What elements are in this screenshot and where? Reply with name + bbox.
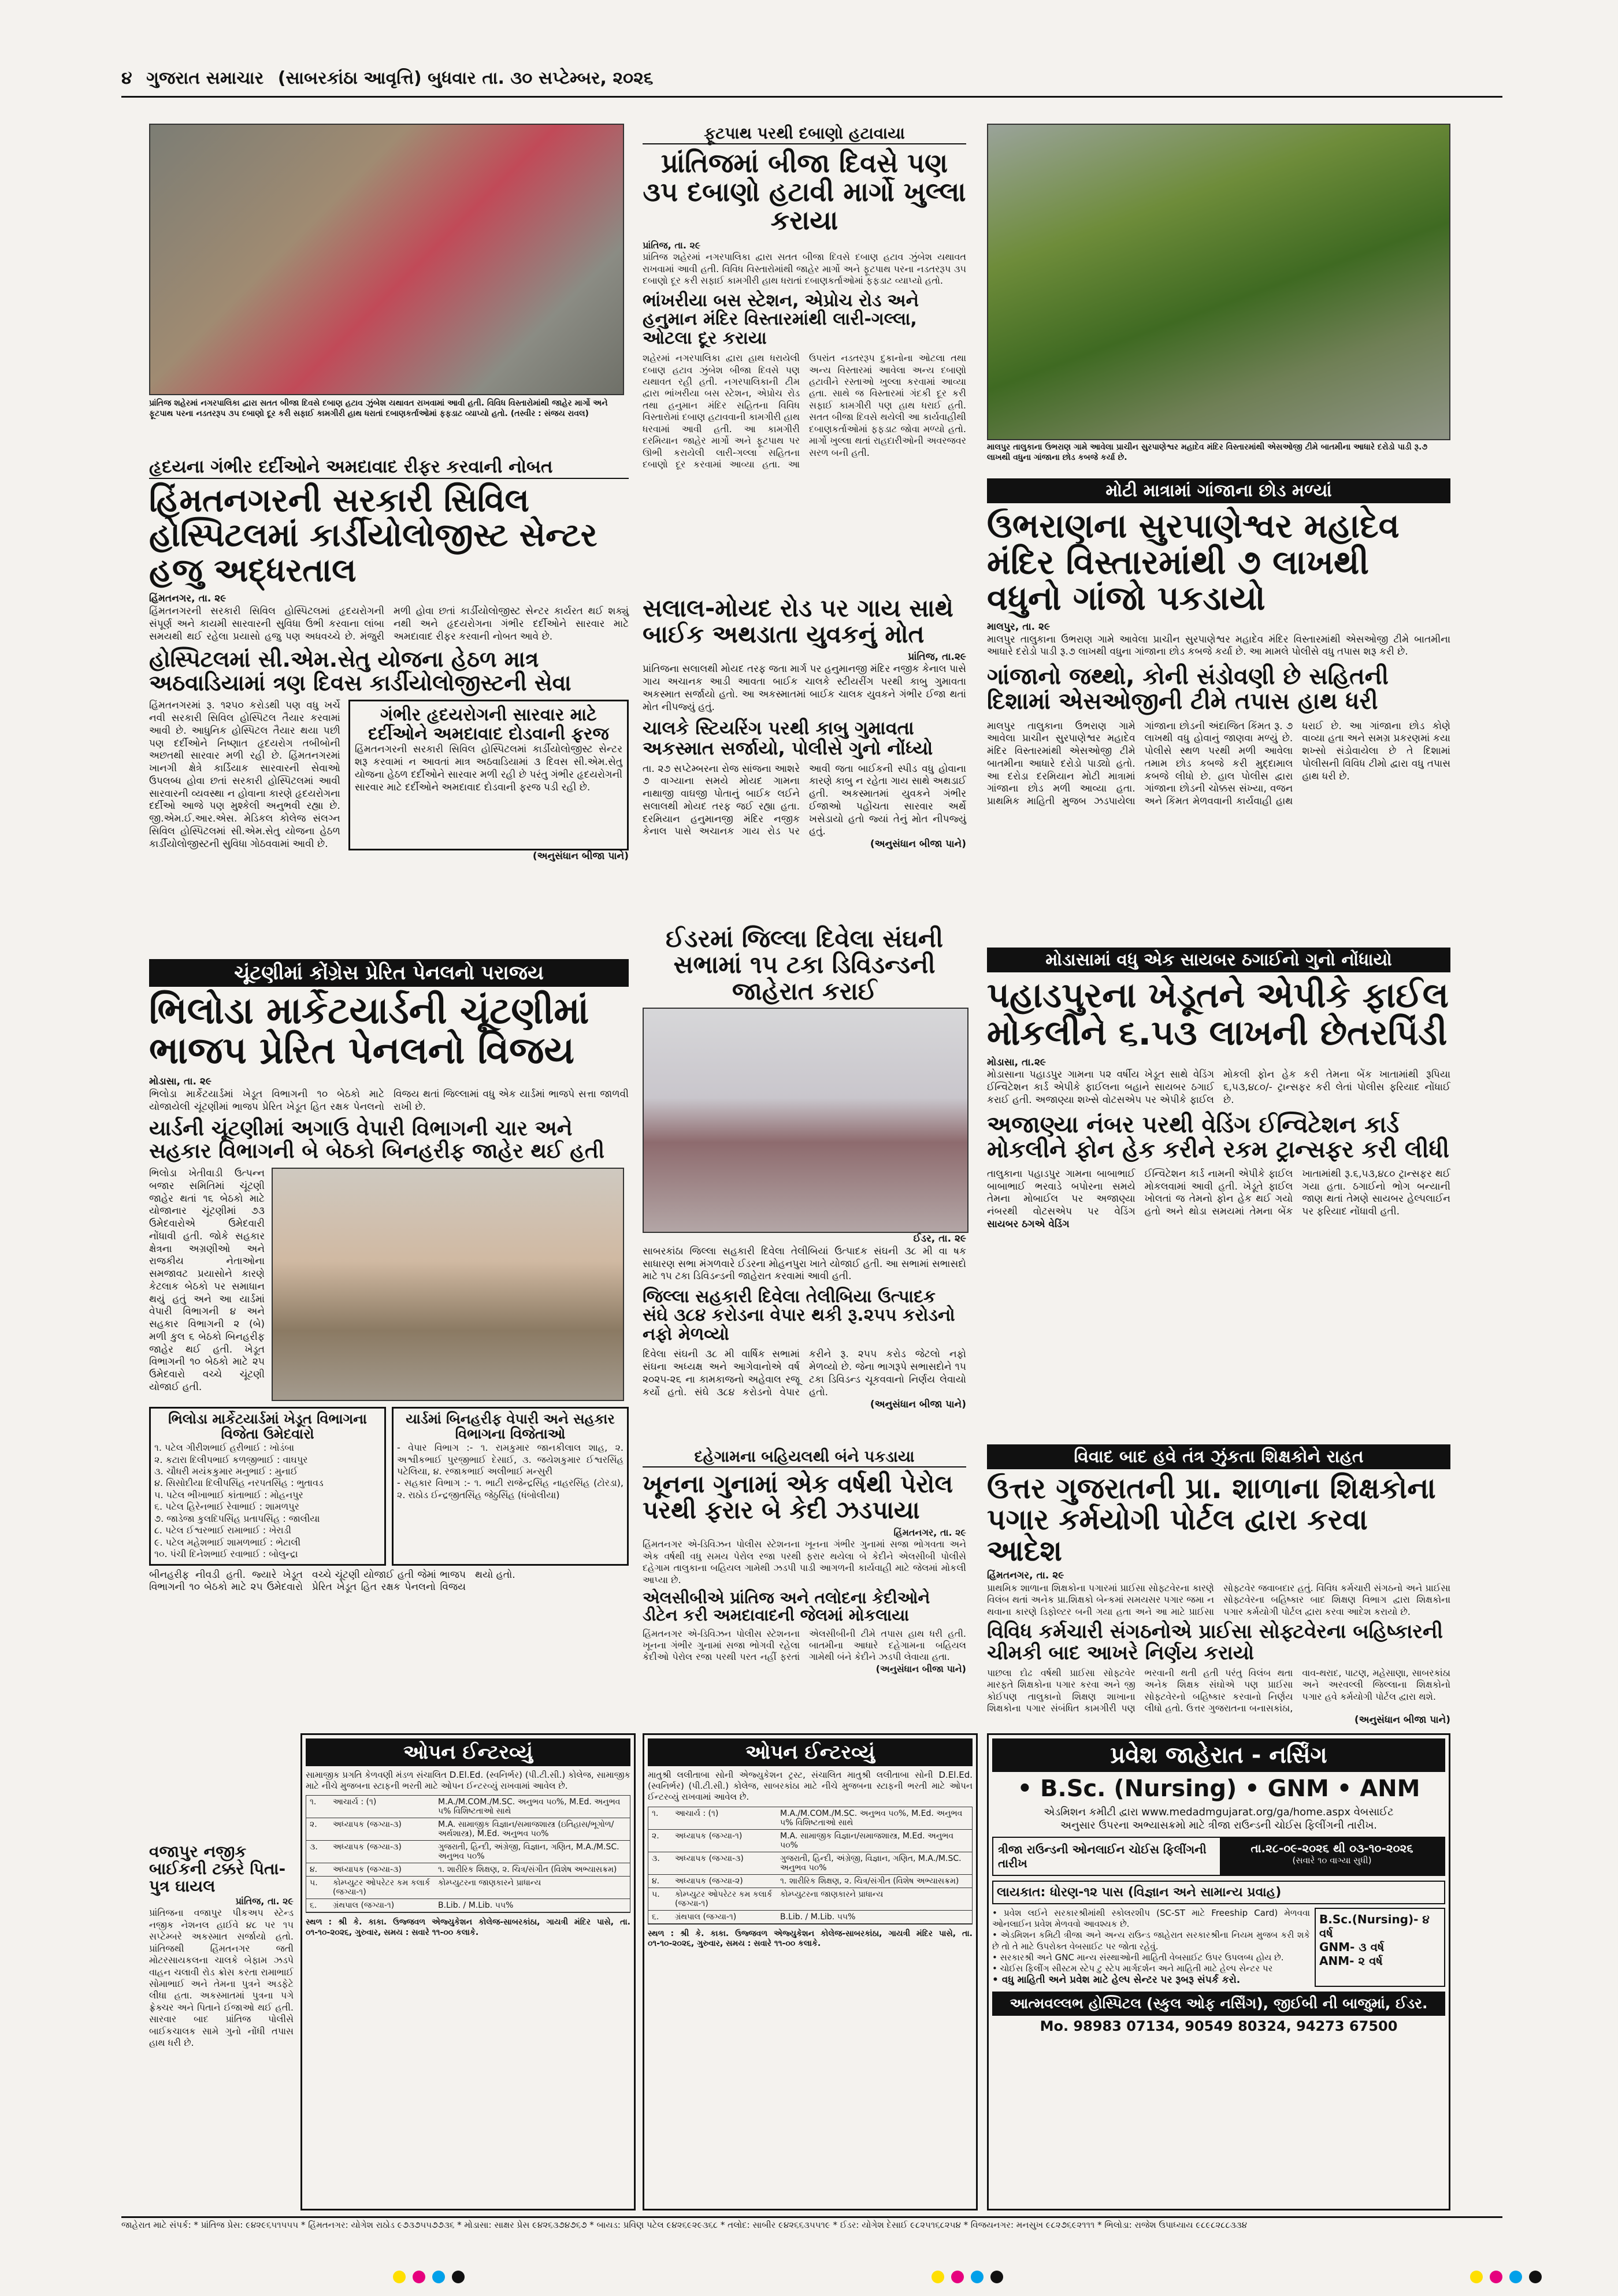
page-masthead	[121, 68, 1502, 92]
story-body-2: હિંમતનગર એ-ડિવિઝન પોલીસ સ્ટેશનના ખૂનના ગંભીર ગુનામાં સજા ભોગવી રહેલા કેદીઓ પેરોલ રજા પરથી પરત નહીં ફરતાં એલસીબીની ટીમે તપાસ હાથ ધરી હતી. બાતમીના આધારે દહેગામના બહિયલ ગામેથી બંને કેદીને ઝડપી લેવાયા હતા.	[643, 1628, 966, 1663]
story-body-3: બીનહરીફ નીવડી હતી. જ્યારે ખેડૂત વિભાગની ૧૦ બેઠકો માટે ૨૫ ઉમેદવારો વચ્ચે ચૂંટણી યોજાઈ હતી જેમાં ભાજપ પ્રેરિત ખેડૂત હિત રક્ષક પેનલનો વિજય થયો હતો.	[149, 1569, 515, 1593]
duration-item: ANM- ૨ વર્ષ	[1319, 1954, 1383, 1968]
story-headline: ખૂનના ગુનામાં એક વર્ષથી પેરોલ પરથી ફરાર બે કેદી ઝડપાયા	[643, 1470, 953, 1525]
course-durations	[1315, 1908, 1445, 1987]
story-headline: પ્રાંતિજમાં બીજા દિવસે પણ ૩૫ દબાણો હટાવી માર્ગો ખુલ્લા કરાયા	[643, 147, 966, 236]
ad-table	[648, 1807, 973, 1925]
yellow-dot-icon	[1470, 2271, 1483, 2283]
story-headline: હિંમતનગરની સરકારી સિવિલ હોસ્પિટલમાં કાર્ડીયોલોજીસ્ટ સેન્ટર હજુ અદ્ધરતાલ	[149, 482, 598, 589]
ad-intro: સામાજીક પ્રગતિ કેળવણી મંડળ સંચાલિત D.El.Ed. (સ્વનિર્ભર) (પી.ટી.સી.) કોલેજ, સામાજીક માટે નીચે મુજબના સ્ટાફની ભરતી માટે ઓપન ઈન્ટરવ્યું રાખવામાં આવેલ છે.	[306, 1770, 630, 1792]
ad-line: એડમિશન કમીટી દ્વારા www.medadmgujarat.org/ga/home.aspx વેબસાઈટ	[1044, 1806, 1394, 1818]
story-headline: ઈડરમાં જિલ્લા દિવેલા સંઘની સભામાં ૧૫ ટકા ડિવિડન્ડની જાહેરાત કરાઈ	[665, 924, 944, 1005]
caption-text: પ્રાંતિજ શહેરમાં નગરપાલિકા દ્વારા સતત બીજા દિવસે દબાણ હટાવ ઝુંબેશ યથાવત રાખવામાં આવી હતી. વિવિધ વિસ્તારોમાંથી જાહેર માર્ગો અને ફૂટપાથ પરના નડતરરૂપ ૩૫ દબાણો દૂર કરી સફાઈ કામગીરી હાથ ધરાતાં દબાણકર્તાઓમાં ફફડાટ વ્યાપ્યો હતો.	[149, 399, 608, 418]
ad-row	[648, 1807, 972, 1830]
story-kicker: વિવાદ બાદ હવે તંત્ર ઝુંકતા શિક્ષકોને રાહત	[987, 1444, 1450, 1469]
story-headline: સલાલ-મોયદ રોડ પર ગાય સાથે બાઈક અથડાતા યુવકનું મોત	[643, 594, 953, 649]
footer-rule	[121, 2216, 1502, 2218]
cyan-dot-icon	[432, 2271, 445, 2283]
ad-cell: ૧. શારીરિક શિક્ષણ, ૨. ચિત્ર/સંગીત (વિશેષ અભ્યાસક્રમ)	[780, 1876, 959, 1886]
ad-cell: ૫.	[652, 1889, 660, 1899]
election-story	[149, 959, 629, 1723]
story-body: પ્રાંતિજના સલાલથી મોયદ તરફ જતા માર્ગ પર હનુમાનજી મંદિર નજીક કેનાલ પાસે ગાય અચાનક આડી આવતા બાઈક ચાલકે સ્ટીયરીંગ પરથી કાબુ ગુમાવતા અકસ્માત સર્જાયો હતો. આ અકસ્માતમાં બાઈક ચાલક યુવકને ગંભીર ઈજા થતાં મોત નીપજ્યું હતું.	[643, 663, 966, 713]
winners-title: ભિલોડા માર્કેટયાર્ડમાં ખેડૂત વિભાગના વિજેતા ઉમેદવારો	[168, 1411, 367, 1443]
ganja-photo	[987, 124, 1450, 440]
black-dot-icon	[990, 2271, 1003, 2283]
ad-cell: ૧.	[310, 1797, 317, 1807]
story-subhead: અજાણ્યા નંબર પરથી વેડિંગ ઈન્વિટેશન કાર્ડ મોકલીને ફોન હેક કરીને રકમ ટ્રાન્સફર કરી લીધી	[987, 1111, 1450, 1163]
ganja-story	[987, 478, 1450, 941]
story-headline: ભિલોડા માર્કેટયાર્ડની ચૂંટણીમાં ભાજપ પ્રેરિત પેનલનો વિજય	[149, 990, 589, 1073]
ad-point: • એડમિશન કમિટી ત્રીજા અને અન્ય રાઉન્ડ જાહેરાત સરકારશ્રીના નિયમ મુજબ કરી શકે છે તો તે માટે ઉપરોક્ત વેબસાઈટ પર જોતા રહેવું.	[992, 1930, 1310, 1952]
story-subhead: યાર્ડની ચૂંટણીમાં અગાઉ વેપારી વિભાગની ચાર અને સહકાર વિભાગની બે બેઠકો બિનહરીફ જાહેર થઈ હતી	[149, 1117, 605, 1164]
story-body-2: હિંમતનગરમાં રૂ. ૧૨૫૦ કરોડથી પણ વધુ ખર્ચે નવી સરકારી સિવિલ હોસ્પિટલ તૈયાર કરવામાં આવી છે. આધુનિક હોસ્પિટલ તૈયાર થયા પછી પણ દર્દીઓને નિષ્ણાત હૃદયરોગ તબીબોની અછતથી સારવાર મળી રહી છે. હિંમતનગરમાં ખાનગી ક્ષેત્રે કાર્ડિયાક સારવારની સેવાઓ ઉપલબ્ધ હોવા છતાં સરકારી હોસ્પિટલમાં આવી સારવારની વ્યવસ્થા ન હોવાના કારણે હૃદયરોગના દર્દીઓ આજે પણ મુશ્કેલી અનુભવી રહ્યા છે. જી.એમ.ઈ.આર.એસ. મેડિકલ કોલેજ સંલગ્ન સિવિલ હોસ્પિટલમાં સી.એમ.સેતુ યોજના હેઠળ કાર્ડીયોલોજીસ્ટની સુવિધા ગોઠવવામાં આવી છે.	[149, 700, 340, 850]
story-subhead: ગાંજાનો જથ્થો, કોની સંડોવણી છે સહિતની દિશામાં એસઓજીની ટીમે તપાસ હાથ ધરી	[987, 663, 1389, 715]
story-kicker: દહેગામના બહિયલથી બંને પકડાયા	[643, 1448, 966, 1467]
ad-row	[306, 1863, 630, 1877]
ad-row	[648, 1830, 972, 1852]
winner-item: ૩. ચૌધરી મયંકકુમાર મનુભાઈ : મુનાઈ	[154, 1465, 298, 1477]
ad-intro: માતુશ્રી લલીતાબા સોની એજ્યુકેશન ટ્રસ્ટ, સંચાલિત માતુશ્રી લલીતાબા સોની D.El.Ed. (સ્વનિર્ભર) (પી.ટી.સી.) કોલેજ, સાબરકાંઠા માટે નીચે મુજબના સ્ટાફની ભરતી માટે ઓપન ઈન્ટરવ્યું રાખવામાં આવેલ છે.	[648, 1770, 973, 1803]
ad-cell: કોમ્પ્યુટરના જાણકારને પ્રાધાન્ય	[438, 1878, 541, 1888]
story-kicker: હૃદયના ગંભીર દર્દીઓને અમદાવાદ રીફર કરવાની નોબત	[149, 456, 629, 479]
page-number: ૪	[121, 68, 132, 88]
continued-note: (અનુસંધાન બીજા પાને)	[870, 838, 966, 850]
ad-point: • વધુ માહિતી અને પ્રવેશ માટે હેલ્પ સેન્ટર પર રૂબરૂ સંપર્ક કરો.	[992, 1974, 1241, 1986]
story-dateline: હિંમતનગર, તા. ૨૯	[987, 1570, 1064, 1581]
story-body: હિંમતનગર એ-ડિવિઝન પોલીસ સ્ટેશનના ખૂનના ગંભીર ગુનામાં સજા ભોગવતા અને એક વર્ષથી વધુ સમય પેરોલ રજા પરથી ફરાર થયેલા બે કેદીને એલસીબી પોલીસે દહેગામ તાલુકાના બહિયલ ગામેથી ઝડપી પાડી આગળની કાર્યવાહી માટે જેલમાં મોકલી આપ્યા છે.	[643, 1539, 966, 1585]
story-subhead: ભાંખરીયા બસ સ્ટેશન, એપ્રોચ રોડ અને હનુમાન મંદિર વિસ્તારમાંથી લારી-ગલ્લા, ઓટલા દૂર કરાયા	[643, 290, 919, 348]
ad-cell: B.Lib. / M.Lib. ૫૫%	[438, 1901, 514, 1911]
ad-cell: અધ્યાપક (જગ્યા-૩)	[333, 1842, 402, 1852]
ad-cell: અધ્યાપક (જગ્યા-૩)	[333, 1820, 402, 1830]
round-dates-box	[1220, 1838, 1444, 1875]
ad-cell: કોમ્પ્યુટર ઓપરેટર કમ કલાર્ક (જગ્યા-૧)	[675, 1889, 773, 1908]
cyan-dot-icon	[971, 2271, 984, 2283]
winner-item: ૪. સિસોદીયા દિલીપસિંહ નરપતસિંહ : ભુતાવડ	[154, 1477, 324, 1489]
winner-item: ૯. પટેલ મહેશભાઈ શામળભાઈ : ભેટાલી	[154, 1536, 301, 1548]
ad-cell: અધ્યાપક (જગ્યા-૩)	[333, 1865, 402, 1875]
winner-item: ૧૦. પંચી દિનેશભાઈ રવાભાઈ : બોલુન્દ્રા	[154, 1548, 298, 1560]
ad-table	[306, 1795, 630, 1913]
ad-cell: આચાર્ય : (૧)	[333, 1797, 377, 1807]
ad-cell: M.A. સામાજીક વિજ્ઞાન/સમાજશાસ્ત્ર, M.Ed. અનુભવ ૫૦%	[780, 1831, 954, 1850]
ad-row	[648, 1852, 972, 1875]
ad-point: • પ્રવેશ લઈને સરકારશ્રીમાંથી સ્કોલરશીપ (SC-ST માટે Freeship Card) મેળવવા ઓનલાઈન પ્રવેશ મેળવવો આવશ્યક છે.	[992, 1908, 1310, 1930]
story-subhead: હોસ્પિટલમાં સી.એમ.સેતુ યોજના હેઠળ માત્ર અઠવાડિયામાં ત્રણ દિવસ કાર્ડીયોલોજીસ્ટની સેવા	[149, 647, 572, 696]
ad-line: અનુસાર ઉપરના અભ્યાસક્રમો માટે ત્રીજા રાઉન્ડની ચોઈસ ફિલીંગની તારીખ.	[1060, 1819, 1377, 1832]
story-dateline: ઈડર, તા. ૨૯	[913, 1233, 966, 1245]
story-body-2: દિવેલા સંઘની ૩૮ મી વાર્ષિક સભામાં સંઘના અધ્યક્ષ અને આગેવાનોએ વર્ષ ૨૦૨૫-૨૬ ના કામકાજનો અહેવાલ રજૂ કર્યો હતો. સંઘે ૩૮૪ કરોડનો વેપાર કરીને રૂ. ૨૫૫ કરોડ જેટલો નફો મેળવ્યો છે. જેના ભાગરૂપે સભાસદોને ૧૫ ટકા ડિવિડન્ડ ચૂકવવાનો નિર્ણય લેવાયો હતો.	[643, 1348, 966, 1398]
footer-contacts: જાહેરાત માટે સંપર્ક: * પ્રાંતિજ પ્રેસ: ૯૪૨૯૬૫૧૫૫૫ * હિંમતનગર: યોગેશ રાઠોડ ૯૭૩૭૫૫૭૭૩૬ * મોડાસા: સાક્ષર પ્રેસ ૯૪૨૬૩૭૪૭૬૭ * બાયડ: પ્રવિણ પટેલ ૯૪૨૬૯૨૯૩૬૮ * તલોદ: સાબીર ૯૪૨૬૬૩૫૫૧૯ * ઈડર: યોગેશ દેસાઈ ૯૮૨૫૧૬૮૨૫૪ * વિજયનગર: મનસુખ ૯૮૨૭૬૯૨૧૧૧ * ભિલોડા: રાજેશ ઉપાધ્યાય ૯૮૯૮૨૮૮૩૩૪	[121, 2220, 1248, 2230]
round-dates: તા.૨૮-૦૯-૨૦૨૬ થી ૦૩-૧૦-૨૦૨૬	[1250, 1841, 1413, 1856]
ad-cell: ૬.	[652, 1912, 659, 1922]
story-footnote: સાયબર ઠગએ વેડિંગ	[987, 1218, 1070, 1230]
ad-cell: M.A./M.COM./M.SC. અનુભવ ૫૦%, M.Ed. અનુભવ ૫% વિશિષ્ટતાઓ સાથે	[438, 1797, 621, 1816]
story-subhead: ચાલકે સ્ટિયરિંગ પરથી કાબુ ગુમાવતા અકસ્માત સર્જાયો, પોલીસે ગુનો નોંધ્યો	[643, 717, 933, 760]
ad-cell: M.A. સામાજીક વિજ્ઞાન/સમાજશાસ્ત્ર (ઇતિહાસ/ભૂગોળ/અર્થશાસ્ત્ર), M.Ed. અનુભવ ૫૦%	[438, 1820, 614, 1839]
story-subhead: એલસીબીએ પ્રાંતિજ અને તલોદના કેદીઓને ડીટેન કરી અમદાવાદની જેલમાં મોકલાયા	[643, 1588, 930, 1625]
winner-item: ૮. પટેલ ઈશ્વરભાઈ રામાભાઈ : ખેરાડી	[154, 1525, 291, 1536]
ad-footer: સ્થળ : શ્રી કે. કાકા. ઉજ્જવળ એજ્યુકેશન કોલેજ-સાબરકાંઠા, ગાયત્રી મંદિર પાસે, તા. ૦૧-૧૦-૨૦૨૬, ગુરુવાર, સમય : સવારે ૧૧-૦૦ કલાકે.	[306, 1918, 630, 1938]
story-body-2: શહેરમાં નગરપાલિકા દ્વારા હાથ ધરાયેલી દબાણ હટાવ ઝુંબેશ બીજા દિવસે પણ યથાવત રહી હતી. નગરપાલિકાની ટીમ દ્વારા ભાંખરીયા બસ સ્ટેશન, એપ્રોચ રોડ તથા હનુમાન મંદિર સહિતના વિવિધ વિસ્તારોમાં દબાણ હટાવવાની કામગીરી હાથ ધરવામાં આવી હતી. આ કામગીરી દરમિયાન જાહેર માર્ગો અને ફૂટપાથ પર ઊભી કરાયેલી લારી-ગલ્લા સહિતના દબાણો દૂર કરવામાં આવ્યા હતા. આ ઉપરાંત નડતરરૂપ દુકાનોના ઓટલા તથા અન્ય વિસ્તારમાં આવેલા અન્ય દબાણો હટાવીને રસ્તાઓ ખુલ્લા કરવામાં આવ્યા હતા. સાથે જ વિસ્તારમાં ગંદકી દૂર કરી સફાઈ કામગીરી પણ હાથ ધરાઈ હતી. સતત બીજા દિવસે થયેલી આ કાર્યવાહીથી દબાણકર્તાઓમાં ફફડાટ જોવા મળ્યો હતો. માર્ગો ખુલ્લા થતાં રાહદારીઓની અવરજવર સરળ બની હતી.	[643, 352, 966, 470]
continued-note: (અનુસંધાન બીજા પાને)	[532, 850, 629, 863]
ad-row	[306, 1899, 630, 1912]
ad-points	[992, 1908, 1310, 1987]
ad-row	[306, 1877, 630, 1899]
ad-title: ઓપન ઈન્ટરવ્યું	[648, 1738, 973, 1766]
ad-title: ઓપન ઈન્ટરવ્યું	[306, 1738, 630, 1766]
story-subhead: વિવિધ કર્મચારી સંગઠનોએ પ્રાઈસા સોફ્ટવેરના બહિષ્કારની ચીમકી બાદ આખરે નિર્ણય કરાયો	[987, 1620, 1443, 1665]
color-bar	[932, 2271, 1010, 2288]
ad-cell: ૩.	[310, 1842, 318, 1852]
box-body: હિંમતનગરની સરકારી સિવિલ હોસ્પિટલમાં કાર્ડીયોલોજીસ્ટ સેન્ટર શરૂ કરવામાં ન આવતાં માત્ર અઠવાડિયામાં ૩ દિવસ સી.એમ.સેતુ યોજના હેઠળ દર્દીઓને સારવાર મળી રહી છે પરંતુ ગંભીર હૃદયરોગની સારવાર માટે દર્દીઓને અમદાવાદ દોડવાની ફરજ પડી રહી છે.	[354, 744, 622, 793]
unopposed-title: યાર્ડમાં બિનહરીફ વેપારી અને સહકાર વિભાગના વિજેતાઓ	[406, 1411, 615, 1443]
ad-row	[306, 1841, 630, 1863]
print-registration-marks	[393, 2271, 1549, 2288]
story-headline: વજાપુર નજીક બાઈકની ટક્કરે પિતા-પુત્ર ઘાયલ	[149, 1842, 286, 1896]
winners-box	[149, 1407, 386, 1566]
story-body-2: તાલુકાના પહાડપુર ગામના બાબાભાઈ બાબાભાઈ ભરવાડે બપોરના સમયે તેમના મોબાઈલ પર અજાણ્યા નંબરથી વોટસએપ પર વેડિંગ ઈન્વિટેશન કાર્ડ નામની એપીકે ફાઈલ મોકલવામાં આવી હતી. ખેડૂતે ફાઈલ ખોલતાં જ તેમનો ફોન હેક થઈ ગયો હતો અને થોડા સમયમાં તેમના બેંક ખાતામાંથી રૂ.૬,૫૩,૪૮૦ ટ્રાન્સફર થઈ ગયા હતા. ઠગાઈનો ભોગ બન્યાની જાણ થતાં તેમણે સાયબર હેલ્પલાઈન પર ફરિયાદ નોંધાવી હતી.	[987, 1168, 1450, 1218]
story-dateline: પ્રાંતિજ, તા.૨૯	[908, 651, 966, 663]
parole-story	[643, 1448, 966, 1723]
story-dateline: હિંમતનગર, તા. ૨૯	[149, 593, 227, 605]
institute-name: આત્મવલ્લભ હોસ્પિટલ (સ્કુલ ઓફ નર્સિંગ), જીઈબી ની બાજુમાં, ઈડર.	[992, 1992, 1445, 2016]
dividend-photo	[643, 1008, 968, 1233]
magenta-dot-icon	[951, 2271, 964, 2283]
ad-cell: ૫.	[310, 1878, 318, 1888]
story-body: મોડાસાના પહાડપુર ગામના ૫૨ વર્ષીય ખેડૂત સાથે વેડિંગ ઈન્વિટેશન કાર્ડ એપીકે ફાઈલના બહાને સાયબર ઠગાઈ કરાઈ હતી. અજાણ્યા શખ્સે વોટસએપ પર એપીકે ફાઈલ મોકલી ફોન હેક કરી તેમના બેંક ખાતામાંથી રૂપિયા ૬,૫૩,૪૮૦/- ટ્રાન્સફર કરી લેતાં પોલીસ ફરિયાદ નોંધાઈ છે.	[987, 1069, 1450, 1106]
ad-cell: ૩.	[652, 1853, 660, 1863]
ad-cell: ૪.	[310, 1865, 318, 1875]
ad-cell: કોમ્પ્યુટર ઓપરેટર કમ કલાર્ક (જગ્યા-૧)	[333, 1878, 431, 1897]
winner-item: ૫. પટેલ ભીખાભાઈ કાંતાભાઈ : મોહનપુર	[154, 1489, 303, 1500]
story-subhead: જિલ્લા સહકારી દિવેલા તેલીબિયા ઉત્પાદક સંઘે ૩૮૪ કરોડના વેપાર થકી રૂ.૨૫૫ કરોડનો નફો મેળવ્યો	[643, 1287, 955, 1344]
paper-name: ગુજરાત સમાચાર	[146, 68, 264, 88]
round-label: ત્રીજા રાઉન્ડની ઓનલાઈન ચોઈસ ફિલીંગની તારીખ	[998, 1842, 1207, 1871]
eligibility: લાયકાત: ધોરણ-૧૨ પાસ (વિજ્ઞાન અને સામાન્ય પ્રવાહ)	[992, 1881, 1445, 1904]
ad-point: • ચોઈસ ફિલીંગ સીસ્ટમ સ્ટેપ ટુ સ્ટેપ માર્ગદર્શન અને માહિતી માટે હેલ્પ સેન્ટર પર	[992, 1963, 1273, 1974]
ad-footer: સ્થળ : શ્રી કે. કાકા. ઉજ્જવળ એજ્યુકેશન કોલેજ-સાબરકાંઠા, ગાયત્રી મંદિર પાસે, તા. ૦૧-૧૦-૨૦૨૬, ગુરુવાર, સમય : સવારે ૧૧-૦૦ કલાકે.	[648, 1929, 973, 1949]
duration-item: GNM- ૩ વર્ષ	[1319, 1940, 1385, 1955]
story-body: ભિલોડા માર્કેટયાર્ડમાં ખેડૂત વિભાગની ૧૦ બેઠકો માટે યોજાયેલી ચૂંટણીમાં ભાજપ પ્રેરિત ખેડૂત હિત રક્ષક પેનલનો વિજય થતાં જિલ્લામાં વધુ એક યાર્ડમાં ભાજપે સત્તા જાળવી રાખી છે.	[149, 1088, 629, 1113]
story-body: માલપુર તાલુકાના ઉભરાણ ગામે આવેલા પ્રાચીન સુરપાણેશ્વર મહાદેવ મંદિર વિસ્તારમાંથી એસઓજી ટીમે બાતમીના આધારે દરોડો પાડી રૂ.૭ લાખથી વધુના ગાંજાના છોડ કબજે કર્યા છે. આ મામલે પોલીસે વધુ તપાસ શરૂ કરી છે.	[987, 633, 1450, 658]
unopposed-item: - સહકાર વિભાગ :- ૧. ભાટી રાજેન્દ્રસિંહ નાહરસિંહ (ટોરડા), ૨. રાઠોડ ઈન્દ્રજીતસિંહ જેઠુસિંહ (ધંબોલીયા)	[397, 1477, 624, 1500]
ad-row	[306, 1818, 630, 1841]
story-kicker: ફૂટપાથ પરથી દબાણો હટાવાયા	[643, 124, 966, 144]
yellow-dot-icon	[393, 2271, 406, 2283]
black-dot-icon	[452, 2271, 465, 2283]
ad-cell: ૨.	[310, 1820, 317, 1830]
round-time: (સવારે ૧૦ વાગ્યા સુધી)	[1292, 1855, 1372, 1866]
winner-item: ૬. પટેલ હિરેનભાઈ રેવાભાઈ : શામળપુર	[154, 1501, 299, 1513]
winner-item: ૭. જાડેજા કુલદિપસિંહ પ્રતાપસિંહ : જાલીયા	[154, 1513, 320, 1524]
story-body: હિંમતનગરની સરકારી સિવિલ હોસ્પિટલમાં હૃદયરોગની સંપૂર્ણ અને કાયમી સારવારની સુવિધા ઉભી કરવાના લાંબા સમયથી થઈ રહેલા પ્રયાસો હજુ પણ અધવચ્ચે છે. મંજુરી મળી હોવા છતાં કાર્ડીયોલોજીસ્ટ સેન્ટર કાર્યરત થઈ શક્યું નથી અને હૃદયરોગના ગંભીર દર્દીઓને સારવાર માટે અમદાવાદ રીફર કરવાની નોબત આવે છે.	[149, 605, 629, 642]
cyan-dot-icon	[1509, 2271, 1522, 2283]
ad-courses: • B.Sc. (Nursing) • GNM • ANM	[1017, 1775, 1420, 1802]
story-body: પ્રાંતિજના વજાપુર પીકઅપ સ્ટેન્ડ નજીક નેશનલ હાઈવે ૪૮ પર ૧૫ સપ્ટેમ્બરે અકસ્માત સર્જાયો હતો. પ્રાંતિજથી હિંમતનગર જતી મોટરસાયકલના ચાલકે બેફામ ઝડપે વાહન ચલાવી રોડ ક્રોસ કરતા રામાભાઈ સોમાભાઈ અને તેમના પુત્રને અડફેટે લીધા હતા. અકસ્માતમાં પુત્રના પગે ફ્રેક્ચર અને પિતાને ઈજાઓ થઈ હતી. સારવાર બાદ પ્રાંતિજ પોલીસે બાઈકચાલક સામે ગુનો નોંધી તપાસ હાથ ધરી છે.	[149, 1907, 294, 2049]
hospital-story	[149, 456, 629, 953]
story-dateline: હિંમતનગર, તા. ૨૯	[893, 1526, 966, 1538]
ad-cell: M.A./M.COM./M.SC. અનુભવ ૫૦%, M.Ed. અનુભવ ૫% વિશિષ્ટતાઓ સાથે	[780, 1808, 963, 1827]
story-kicker: ચૂંટણીમાં કોંગ્રેસ પ્રેરિત પેનલનો પરાજય	[149, 959, 629, 987]
story-body-2: પાછલા દોઢ વર્ષથી પ્રાઈસા સોફ્ટવેર મારફતે શિક્ષકોના પગાર કરવા અને જી કોઈપણ તાલુકાનો શિક્ષણ શાખાના શિક્ષકોના પગાર સંબંધિત કામગીરી પણ ભરવાની થતી હતી પરંતુ વિલંબ થતા અનેક શિક્ષક સંઘોએ પણ પ્રાઈસા સોફ્ટવેરનો બહિષ્કાર કરવાનો નિર્ણય લીધો હતો. ઉત્તર ગુજરાતના બનાસકાંઠા, વાવ-થરાદ, પાટણ, મહેસાણા, સાબરકાંઠા અને અરવલ્લી જિલ્લાના શિક્ષકોનો પગાર હવે કર્મયોગી પોર્ટલ દ્વારા થશે.	[987, 1667, 1450, 1714]
box-title: ગંભીર હૃદયરોગની સારવાર માટે દર્દીઓને અમદાવાદ દોડવાની ફરજ	[368, 705, 609, 744]
nursing-admission-ad	[987, 1733, 1450, 2210]
ad-title: પ્રવેશ જાહેરાત - નર્સિંગ	[992, 1738, 1445, 1772]
story-dateline: માલપુર, તા. ૨૯	[987, 621, 1051, 633]
story-headline: ઉભરાણના સુરપાણેશ્વર મહાદેવ મંદિર વિસ્તારમાંથી ૭ લાખથી વધુનો ગાંજો પકડાયો	[987, 506, 1400, 618]
accident-story	[643, 592, 966, 915]
continued-note: (અનુસંધાન બીજા પાને)	[1354, 1714, 1450, 1726]
ad-cell: અધ્યાપક (જગ્યા-૨)	[675, 1876, 743, 1886]
ad-cell: ૧. શારીરિક શિક્ષણ, ૨. ચિત્ર/સંગીત (વિશેષ અભ્યાસક્રમ)	[438, 1865, 617, 1875]
ganja-caption: માલપુર તાલુકાના ઉભરાણ ગામે આવેલા પ્રાચીન સુરપાણેશ્વર મહાદેવ મંદિર વિસ્તારમાંથી એસઓજી ટીમે બાતમીના આધારે દરોડો પાડી રૂ.૭ લાખથી વધુના ગાંજાના છોડ કબજે કર્યા છે.	[987, 443, 1428, 462]
ad-point: • સરકારશ્રી અને GNC માન્ય સંસ્થાઓની માહિતી વેબસાઈટ ઉપર ઉપલબ્ધ હોય છે.	[992, 1952, 1284, 1963]
continued-note: (અનુસંધાન બીજા પાને)	[870, 1399, 966, 1411]
story-kicker: મોડાસામાં વધુ એક સાયબર ઠગાઈનો ગુનો નોંધાયો	[987, 948, 1450, 972]
story-body: સાબરકાંઠા જિલ્લા સહકારી દિવેલા તેલીબિયાં ઉત્પાદક સંઘની ૩૮ મી વા ષક સાધારણ સભા મંગળવારે ઈડરના મોહનપુરા ખાતે યોજાઈ હતી. આ સભામાં સભાસદો માટે ૧૫ ટકા ડિવિડન્ડની જાહેરાત કરવામાં આવી હતી.	[643, 1245, 966, 1283]
story-body-2: માલપુર તાલુકાના ઉભરાણ ગામે આવેલા પ્રાચીન સુરપાણેશ્વર મહાદેવ મંદિર વિસ્તારમાંથી એસઓજી ટીમે બાતમીના આધારે દરોડો પાડ્યો હતો. આ દરોડા દરમિયાન મોટી માત્રામાં ગાંજાના છોડ મળી આવ્યા હતા. પ્રાથમિક માહિતી મુજબ ઝડપાયેલા ગાંજાના છોડની અંદાજિત કિંમત રૂ. ૭ લાખથી વધુ હોવાનું જાણવા મળ્યું છે. પોલીસે સ્થળ પરથી મળી આવેલા તમામ છોડ કબજે કરી મુદ્દામાલ કબજે લીધો છે. હાલ પોલીસ દ્વારા ગાંજાના છોડની ચોક્કસ સંખ્યા, વજન અને કિંમત મેળવવાની કાર્યવાહી હાથ ધરાઈ છે. આ ગાંજાના છોડ કોણે વાવ્યા હતા અને સમગ્ર પ્રકરણમાં કયા શખ્સો સંડોવાયેલા છે તે દિશામાં પોલીસની વિવિધ ટીમો દ્વારા વધુ તપાસ હાથ ધરી છે.	[987, 720, 1450, 807]
ad-cell: B.Lib. / M.Lib. ૫૫%	[780, 1912, 856, 1922]
institute-phone: Mo. 98983 07134, 90549 80324, 94273 67500	[1040, 2018, 1398, 2034]
edition-date: (સાબરકાંઠા આવૃત્તિ) બુધવાર તા. ૩૦ સપ્ટેમ્બર, ૨૦૨૬	[277, 68, 654, 88]
story-kicker: મોટી માત્રામાં ગાંજાના છોડ મળ્યાં	[987, 478, 1450, 503]
continued-note: (અનુસંધાન બીજા પાને)	[875, 1663, 966, 1674]
fraud-story	[987, 948, 1450, 1427]
story-dateline: પ્રાંતિજ, તા. ૨૯	[643, 240, 701, 251]
black-dot-icon	[1529, 2271, 1542, 2283]
unopposed-item: - વેપાર વિભાગ :- ૧. રામકુમાર જાનકીલાલ શાહ, ૨. અશ્વીકભાઈ પુરજીભાઈ દેસાઈ, ૩. જયેશકુમાર ઈશ્વરસિંહ પટેલિયા, ૪. રજાકભાઈ અલીભાઈ મન્સુરી	[397, 1442, 624, 1477]
ad-cell: ગ્રંથપાલ (જગ્યા-૧)	[333, 1901, 395, 1911]
winner-item: ૨. કટારા દિલીપભાઈ કળજીભાઈ : વાઘપુર	[154, 1454, 308, 1465]
ad-cell: અધ્યાપક (જગ્યા-૩)	[675, 1853, 744, 1863]
ad-cell: ગુજરાતી, હિન્દી, અંગ્રેજી, વિજ્ઞાન, ગણિત, M.A./M.SC. અનુભવ ૫૦%	[780, 1853, 962, 1873]
story-headline: ઉત્તર ગુજરાતની પ્રા. શાળાના શિક્ષકોના પગાર કર્મયોગી પોર્ટલ દ્વારા કરવા આદેશ	[987, 1472, 1436, 1567]
ad-cell: કોમ્પ્યુટરના જાણકારને પ્રાધાન્ય	[780, 1889, 884, 1899]
story-body-2: ભિલોડા ખેતીવાડી ઉત્પન્ન બજાર સમિતિમાં ચૂંટણી જાહેર થતાં ૧૬ બેઠકો માટે યોજાનાર ચૂંટણીમાં ૭૩ ઉમેદવારોએ ઉમેદવારી નોંધાવી હતી. જોકે સહકાર ક્ષેત્રના અગ્રણીઓ અને રાજકીય નેતાઓના સમજાવટ પ્રયાસોને કારણે કેટલાક બેઠકો પર સમાધાન થયું હતું અને આ યાર્ડમાં વેપારી વિભાગની ૪ અને સહકાર વિભાગની ૨ (બે) મળી કુલ ૬ બેઠકો બિનહરીફ જાહેર થઈ હતી. ખેડૂત વિભાગની ૧૦ બેઠકો માટે ૨૫ ઉમેદવારો વચ્ચે ચૂંટણી યોજાઈ હતી.	[149, 1168, 265, 1393]
bike-story	[149, 1843, 294, 2213]
duration-item: B.Sc.(Nursing)- ૪ વર્ષ	[1319, 1912, 1430, 1941]
dividend-story	[643, 922, 966, 1442]
ad-cell: ૬.	[310, 1901, 317, 1911]
election-photo	[272, 1168, 624, 1401]
ad-row	[306, 1796, 630, 1818]
hospital-sidebar-box	[348, 700, 629, 850]
ad-round-row	[992, 1837, 1445, 1876]
ad-cell: ૪.	[652, 1876, 660, 1886]
ad-row	[648, 1911, 972, 1924]
story-body: પ્રાથમિક શાળાના શિક્ષકોના પગારમાં પ્રાઈસા સોફ્ટવેરના કારણે વિલંબ થતાં અનેક પ્રા.શિક્ષકો બેન્કમાં સમયસર પગાર જમા ન થવાના કારણે ડિફોલ્ટર બની ગયા હતા અને આ માટે પ્રાઈસા સોફ્ટવેર જવાબદાર હતું. વિવિધ કર્મચારી સંગઠનો અને પ્રાઈસા સોફ્ટવેરના બહિષ્કાર બાદ શિક્ષણ વિભાગ દ્વારા શિક્ષકોના પગાર કર્મયોગી પોર્ટલ દ્વારા કરવા આદેશ કરાયો છે.	[987, 1582, 1450, 1617]
magenta-dot-icon	[413, 2271, 425, 2283]
ad-cell: આચાર્ય : (૧)	[675, 1808, 719, 1818]
story-body: પ્રાંતિજ શહેરમાં નગરપાલિકા દ્વારા સતત બીજા દિવસે દબાણ હટાવ ઝુંબેશ યથાવત રાખવામાં આવી હતી. વિવિધ વિસ્તારોમાંથી જાહેર માર્ગો અને ફૂટપાથ પરના નડતરરૂપ ૩૫ દબાણો દૂર કરી સફાઈ કામગીરી હાથ ધરાતાં દબાણકર્તાઓમાં ફફડાટ વ્યાપ્યો હતો.	[643, 251, 966, 287]
ad-row	[648, 1875, 972, 1888]
story-dateline: પ્રાંતિજ, તા. ૨૯	[235, 1895, 294, 1907]
demolition-caption	[149, 399, 624, 443]
winners-list	[154, 1442, 381, 1561]
story-body-2: તા. ૨૭ સપ્ટેમ્બરના રોજ સાંજના આશરે ૭ વાગ્યાના સમયે મોયદ ગામના નાથાજી વાઘજી પોતાનું બાઈક લઈને સલાલથી મોયદ તરફ જઈ રહ્યા હતા. દરમિયાન હનુમાનજી મંદિર નજીક કેનાલ પાસે અચાનક ગાય રોડ પર આવી જતા બાઈકની સ્પીડ વધુ હોવાના કારણે કાબુ ન રહેતા ગાય સાથે અથડાઈ હતી. અકસ્માતમાં યુવકને ગંભીર ઈજાઓ પહોંચતા સારવાર અર્થે ખસેડાયો હતો જ્યાં તેનું મોત નીપજ્યું હતું.	[643, 763, 966, 838]
ad-cell: ગ્રંથપાલ (જગ્યા-૧)	[675, 1912, 737, 1922]
ad-cell: ૨.	[652, 1831, 659, 1841]
teachers-story	[987, 1444, 1450, 1726]
open-interview-ad-2	[643, 1733, 978, 2210]
unopposed-box	[392, 1407, 629, 1566]
photo-credit: (તસ્વીર : સંજય રાવલ)	[510, 408, 589, 418]
masthead-rule	[121, 96, 1502, 98]
winner-item: ૧. પટેલ ગીરીશભાઈ હરીભાઈ : ખોડંબા	[154, 1442, 295, 1454]
ad-cell: અધ્યાપક (જગ્યા-૧)	[675, 1831, 743, 1841]
color-bar	[393, 2271, 472, 2288]
open-interview-ad-1	[300, 1733, 636, 2210]
ad-cell: ૧.	[652, 1808, 659, 1818]
story-dateline: મોડાસા, તા. ૨૯	[149, 1076, 211, 1088]
ad-row	[648, 1888, 972, 1911]
demolition-photo	[149, 124, 624, 395]
story-headline: પહાડપુરના ખેડૂતને એપીકે ફાઈલ મોકલીને ૬.૫૩ લાખની છેતરપિંડી	[987, 975, 1449, 1053]
ad-cell: ગુજરાતી, હિન્દી, અંગ્રેજી, વિજ્ઞાન, ગણિત, M.A./M.SC. અનુભવ ૫૦%	[438, 1842, 619, 1862]
story-dateline: મોડાસા, તા.૨૯	[987, 1056, 1046, 1068]
color-bar	[1470, 2271, 1549, 2288]
yellow-dot-icon	[932, 2271, 944, 2283]
magenta-dot-icon	[1490, 2271, 1502, 2283]
